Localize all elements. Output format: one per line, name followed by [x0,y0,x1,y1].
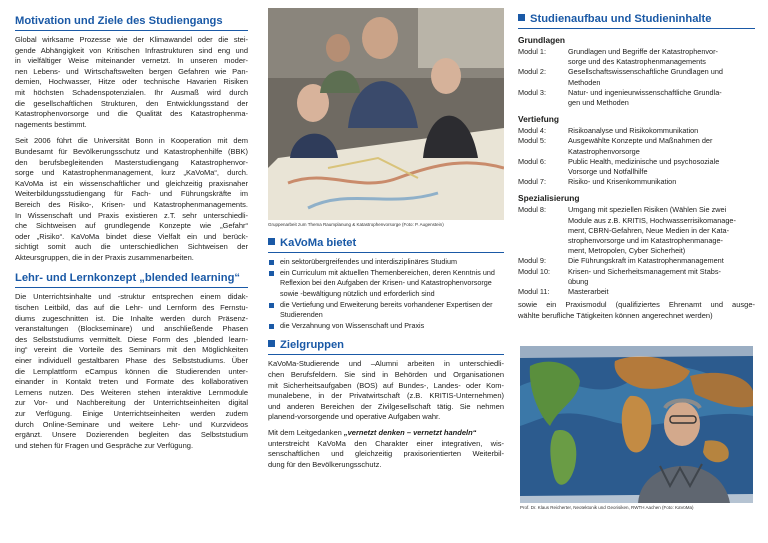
module-row [518,126,755,136]
module-label: Modul 7: [518,177,546,187]
text-line: sowie ein Praxismodul (qualifiziertes Ehrenamt und ausge- [518,300,755,310]
module-title-line: Die Führungskraft im Katastrophenmanagement [568,256,724,266]
text-line: einander in Kontakt treten und Formate des kollaborativen [15,377,248,387]
text-line: einer individuell gestaltbaren Phase des Selbststudiums. Über [15,356,248,366]
module-title-line: Module aus z.B. KRITIS, Hochwasserrisikomanage- [568,215,736,225]
text-line: sorge und Katastrophenmanagement, kurz „KaVoMa“, durch. [15,168,248,178]
module-title-line: gen und Methoden [568,98,629,108]
module-row [518,287,755,297]
square-bullet-icon [268,340,275,347]
text-line: Bundesamt für Bevölkerungsschutz und Katastrophenhilfe (BBK) [15,146,248,156]
module-row [518,267,755,287]
module-title-line: strophenvorsorge und im Katastrophenmanage- [568,236,723,246]
module-title [568,67,755,87]
group-work-photo-illustration [268,8,504,220]
text-line: des Selbststudiums vermittelt. Diese Form des „blended learn- [15,334,248,344]
text-line: die gesellschaftlichen Strukturen, den Entwicklungsstand der [15,98,248,108]
text-line: in vielfältiger Weise miteinander vernetzt. In unseren moder- [15,56,248,66]
text-line: In Wissenschaft und Praxis existieren z.T. sehr unterschiedli- [15,210,248,220]
text-line: sichtigt somit auch die unterschiedlichen Sichtweisen der [15,242,248,252]
paragraph-zielgruppen [268,359,504,423]
photo-caption: Gruppenarbeit zum Thema Raumplanung & Katastrophenvorsorge (Foto: P. Augenstein) [268,222,444,227]
text-line: Akteursgruppen, die in der Praxis zusammenarbeiten. [15,252,194,262]
module-row [518,157,755,177]
heading-rule [518,28,755,29]
module-label: Modul 6: [518,156,546,166]
module-group-title: Spezialisierung [518,193,580,204]
text-line: KaVoMa-Studierende und –Alumni arbeiten in unterschiedli- [268,359,504,369]
text-line: zur Verfügung. Einige Unterrichtseinheiten werden zudem [15,409,248,418]
module-title-line: Gesellschaftswissenschaftliche Grundlagen und [568,67,723,77]
module-title [568,287,755,297]
photo-group-work [268,8,504,220]
text-line: Weiterbildungsstudiengang für Fach- und Führungskräfte im [15,189,248,199]
text-line: Global wirksame Prozesse wie der Klimawandel oder die stei- [15,35,248,44]
text-line: und stehen für Fragen und Gespräche zur Verfügung. [15,440,194,450]
module-title-line: Risikoanalyse und Risikokommunikation [568,126,699,136]
text-line: oder „Risiko“. KaVoMa bindet diese Vielfalt ein und berück- [15,231,248,241]
text-line: tischen Leitbild, das auf die Lehr- und Lernform des Fernstu- [15,303,248,313]
module-title [568,47,755,67]
module-row [518,67,755,87]
module-label: Modul 11: [518,287,550,297]
module-row [518,205,755,256]
offer-bullet-item: ein sektorübergreifendes und interdisziplinäres Studium [268,257,504,267]
paragraph-history [15,136,248,263]
text-line: Katastrophenvorsorge und die Qualität des Katastrophenma- [15,109,248,119]
text-line: durch Online-Seminare und weitere Lehr- und Kurzvideos [15,419,248,429]
module-title-line: Krisen- und Sicherheitsmanagement mit Stabs- [568,266,721,276]
module-title-line: ment, CBRN-Gefahren, Neue Medien in der Kata- [568,225,730,235]
paragraph-leitgedanke: Mit dem Leitgedanken „vernetzt denken – vernetzt handeln“ unterstreicht KaVoMa den Charakter einer integrativen, wis- senschaftlichen und gleichzeitig praxisorientierten Weiterbil- dung für den Bevölkerungsschutz. [268,427,504,469]
module-title-line: Katastrophenvorsorge [568,146,640,156]
offer-bullet-item: ein Curriculum mit aktuellen Themenbereichen, deren Kenntnis und Reflexion bei den Aufgaben der Krisen- und Katastrophenvorsorge sowie -bewältigung nützlich und erforderlich sind [268,268,504,299]
module-title-line: Grundlagen und Begriffe der Katastrophenvor- [568,47,718,56]
heading-rule [15,287,248,288]
lecturer-photo-illustration [520,346,753,503]
square-bullet-icon [268,238,275,245]
heading-studienaufbau: Studienaufbau und Studieninhalte [518,12,755,26]
module-label: Modul 10: [518,266,551,276]
module-title [568,177,755,187]
offer-bullet-item: die Vertiefung und Erweiterung bereits vorhandener Expertisen der Studierenden [268,300,504,320]
module-row [518,88,755,108]
module-label: Modul 9: [518,256,546,266]
heading-zielgruppen: Zielgruppen [268,338,504,352]
text-line: zur Vor- und Nachbereitung der Unterrichtseinheiten digital [15,398,248,408]
text-line: KaVoMa ist ein wissenschaftlicher und gleichzeitig praxisnaher [15,178,248,188]
text-line: veranstaltungen (Blockseminare) und anschließende Phasen [15,324,248,334]
module-row [518,47,755,67]
module-title [568,157,755,177]
module-row [518,177,755,187]
module-title-line: Risiko- und Krisenkommunikation [568,177,677,187]
text-line: planend-vorsorgende und operative Aufgaben wahr. [268,412,441,422]
module-group-title: Grundlagen [518,35,565,45]
text-line: mit höchsten Schadenspotenzialen. Ihr Ausmaß wird durch [15,87,248,97]
module-title-line: Methoden [568,77,601,87]
module-title-line: Natur- und ingenieurwissenschaftliche Grundla- [568,87,722,97]
module-title-line: übung [568,276,589,286]
module-title [568,256,755,266]
paragraph-blended-learning [15,292,248,451]
offer-bullet-item: die Verzahnung von Wissenschaft und Praxis [268,321,504,331]
text-line: Lernens nutzen. Des Weiteren stehen interaktive Lernmodule [15,387,248,397]
text-line: diums zugeschnitten ist. Die Inhalte werden durch Präsenz- [15,313,248,323]
module-title-line: Umgang mit speziellen Risiken (Wählen Sie zwei [568,205,727,215]
module-title-line: Public Health, medizinische und psychosoziale [568,156,720,166]
text-line: die Lernplattform eCampus können die Studierenden unter- [15,366,248,376]
module-group-title: Vertiefung [518,114,559,125]
module-row [518,136,755,156]
text-line: mit Sicherheitsaufgaben (BOS) auf Bundes-, Landes- oder Kom- [268,380,504,390]
module-title-line: Masterarbeit [568,287,609,297]
module-label: Modul 4: [518,126,546,136]
heading-rule [15,30,248,31]
column-studienaufbau [518,0,755,510]
module-label: Modul 1: [518,47,546,56]
heading-kavoma-bietet: KaVoMa bietet [268,236,504,250]
module-title [568,88,755,108]
kavoma-offer-list [268,257,504,331]
square-bullet-icon [518,14,525,21]
heading-rule [268,354,504,355]
module-title-line: Vorsorge und Notfallhilfe [568,167,648,177]
photo-lecturer [520,346,753,503]
motto-quote: „vernetzt denken – vernetzt handeln“ [343,427,477,437]
text-line: Bereich des Risiko-, Krisen- und Katastrophenmanagements. [15,199,248,209]
text-line: che Sichtweisen auf grundlegende Konzepte wie „Gefahr“ [15,221,248,231]
module-list [518,35,755,297]
column-motivation [15,0,248,451]
module-title-line: Ausgewählte Konzepte und Maßnahmen der [568,136,713,146]
heading-blended-learning: Lehr- und Lernkonzept „blended learning“ [15,272,241,285]
text-line: ergänzt. Unsere Dozierenden begleiten das Selbststudium [15,430,248,440]
module-label: Modul 2: [518,67,546,77]
text-line: senschaftlichen und gleichzeitig praxisorientierten Weiterbil- [268,449,504,459]
text-line: und anderen Bereichen der Zivilgesellschaft tätig. Sie nehmen [268,401,504,411]
module-label: Modul 3: [518,87,546,97]
paragraph-praxismodul [518,300,755,321]
heading-motivation: Motivation und Ziele des Studiengangs [15,15,223,27]
module-title [568,136,755,156]
module-row [518,256,755,266]
module-title [568,267,755,287]
text-line: munalebene, in der Privatwirtschaft (z.B. KRITIS-Unternehmen) [268,391,504,401]
text-line: ing“ vereint die Vorteile des Seminars mit den Möglichkeiten [15,345,248,355]
photo-caption: Prof. Dr. Klaus Reicherter, Neotektonik und Georisiken, RWTH Aachen (Foto: KaVoMa) [520,505,694,510]
text-line: unterstreicht KaVoMa den Charakter einer integrativen, wis- [268,438,504,448]
text-line: wählte berufliche Tätigkeiten können angerechnet werden) [518,310,713,320]
module-title-line: sorge und des Katastrophenmanagements [568,57,706,67]
module-label: Modul 8: [518,205,546,215]
module-title [568,126,755,136]
text-line: dung für den Bevölkerungsschutz. [268,459,382,469]
module-label: Modul 5: [518,136,546,146]
text-line: gende Abhängigkeit von Kritischen Infrastrukturen sind eng und [15,45,248,55]
text-line: chen Berufsfeldern. Sie sind in Behörden und Organisationen [268,370,504,380]
text-line: Die Unterrichtsinhalte und -struktur entsprechen einem didak- [15,292,248,302]
text-line: nagements bestimmt. [15,119,87,129]
text-line: nen Lebens- und Wirtschaftswelten bergen Gefahren wie Pan- [15,66,248,76]
heading-rule [268,252,504,253]
paragraph-motivation [15,35,248,130]
text-line: demien, Hochwasser, Hitze oder technische Havarien Risiken [15,77,248,87]
text-line: Seit 2006 führt die Universität Bonn in Kooperation mit dem [15,136,248,146]
module-title [568,205,755,256]
text-line: den berufsbegleitenden Masterstudiengang Katastrophenvor- [15,157,248,167]
module-title-line: ment, Metropolen, Cyber Sicherheit) [568,246,686,256]
